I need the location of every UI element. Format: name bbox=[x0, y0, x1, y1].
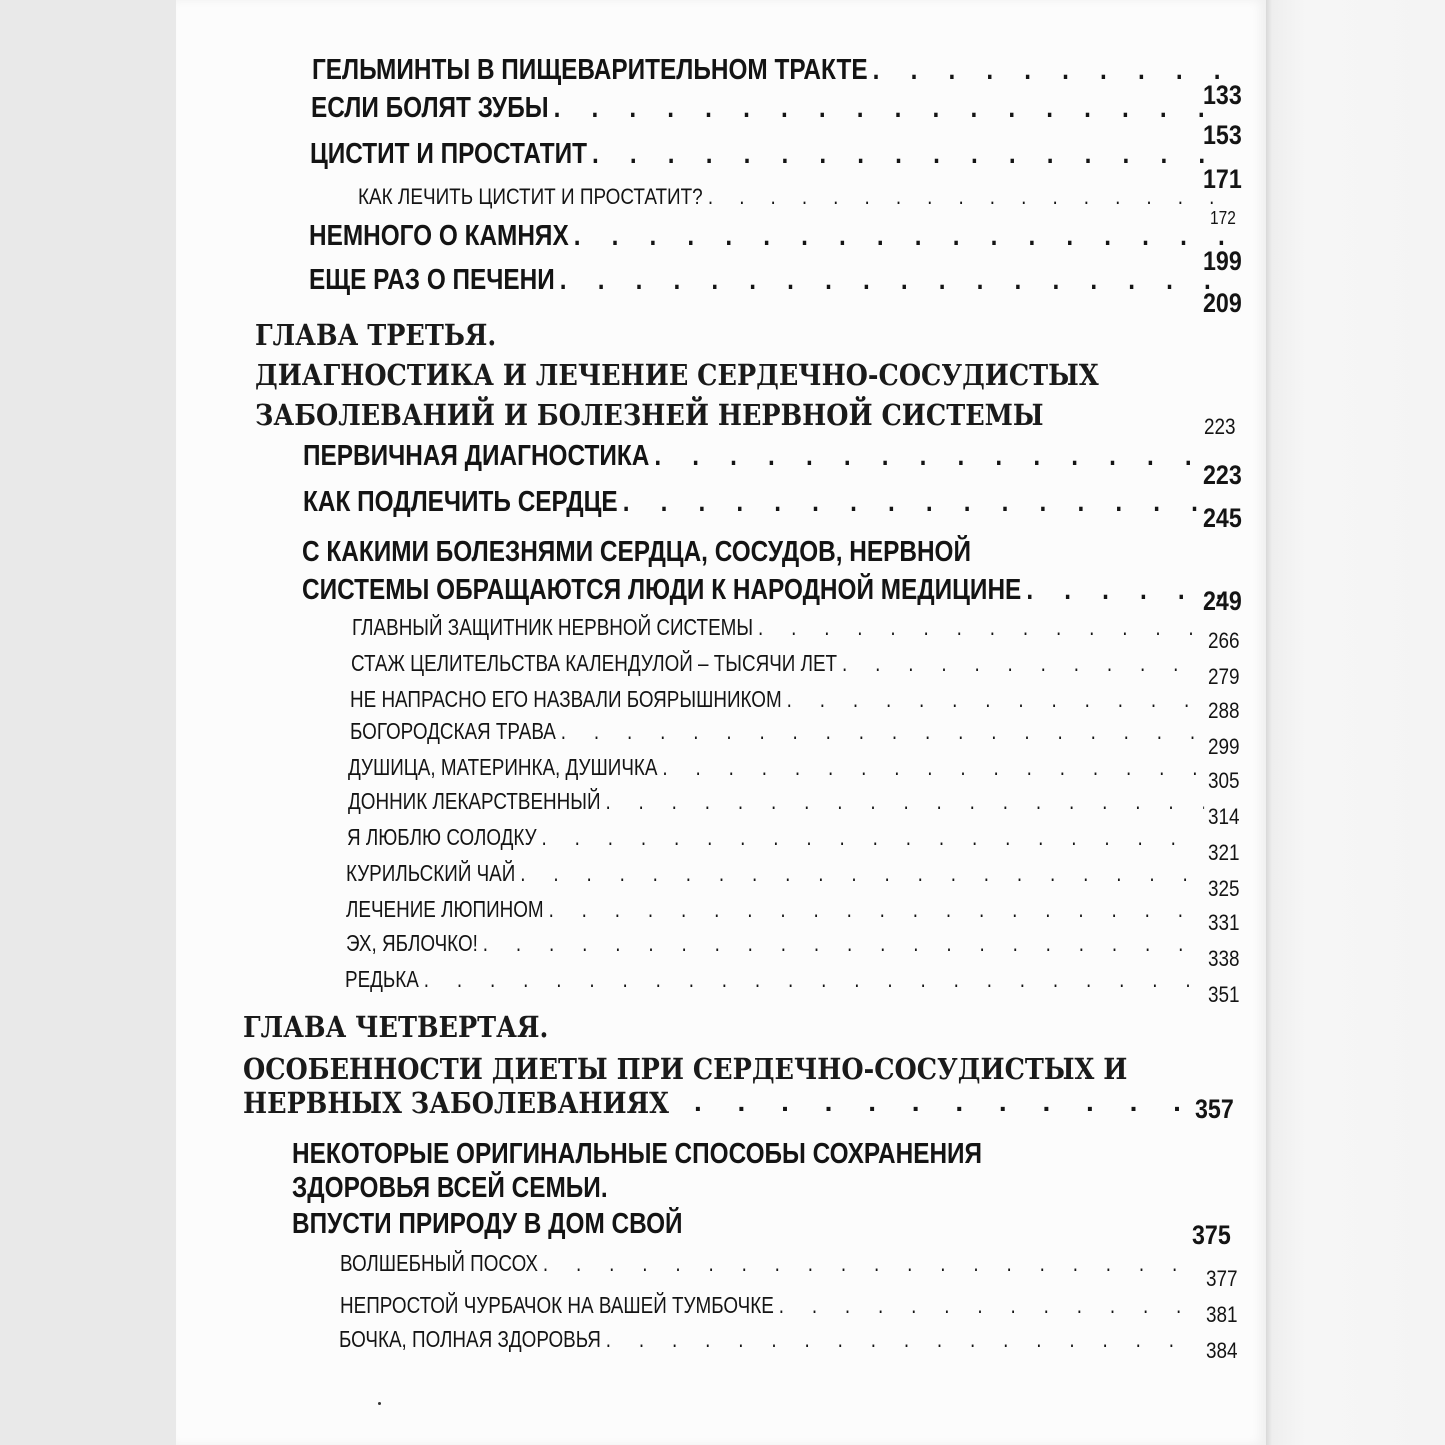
dot-leader bbox=[605, 788, 1204, 815]
toc-entry-title: ЗДОРОВЬЯ ВСЕЙ СЕМЬИ. bbox=[292, 1172, 608, 1204]
dot-leader bbox=[873, 54, 1231, 87]
toc-subentry-title: Я ЛЮБЛЮ СОЛОДКУ bbox=[347, 824, 537, 850]
toc-entry-page: 171 bbox=[1203, 164, 1242, 194]
toc-subentry-title: КАК ЛЕЧИТЬ ЦИСТИТ И ПРОСТАТИТ? bbox=[358, 184, 703, 209]
toc-subentry-page: 279 bbox=[1208, 664, 1240, 689]
toc-subentry-title: БОГОРОДСКАЯ ТРАВА bbox=[350, 718, 556, 744]
dot-leader bbox=[779, 1292, 1196, 1319]
dot-leader bbox=[592, 138, 1229, 171]
chapter-heading-line: ЗАБОЛЕВАНИЙ И БОЛЕЗНЕЙ НЕРВНОЙ СИСТЕМЫ bbox=[255, 398, 1044, 432]
toc-subentry-page: 266 bbox=[1208, 628, 1240, 653]
toc-subentry-title: НЕ НАПРАСНО ЕГО НАЗВАЛИ БОЯРЫШНИКОМ bbox=[350, 686, 782, 712]
chapter-heading-line: ОСОБЕННОСТИ ДИЕТЫ ПРИ СЕРДЕЧНО-СОСУДИСТЫХ И bbox=[243, 1052, 1128, 1086]
toc-entry-title: ПЕРВИЧНАЯ ДИАГНОСТИКА bbox=[303, 440, 650, 472]
toc-subentry-title: КУРИЛЬСКИЙ ЧАЙ bbox=[346, 860, 516, 886]
toc-entry-page: 209 bbox=[1203, 288, 1242, 318]
toc-entry bbox=[303, 440, 1227, 473]
toc-entry bbox=[309, 264, 1233, 297]
dot-leader bbox=[560, 264, 1228, 297]
dot-leader bbox=[787, 686, 1206, 713]
chapter-heading-line: ГЛАВА ЧЕТВЕРТАЯ. bbox=[243, 1010, 549, 1044]
toc-entry bbox=[309, 220, 1233, 253]
toc-subentry bbox=[340, 1250, 1201, 1277]
toc-entry-title: С КАКИМИ БОЛЕЗНЯМИ СЕРДЦА, СОСУДОВ, НЕРВНОЙ bbox=[302, 536, 972, 568]
toc-entry bbox=[312, 54, 1236, 87]
dot-leader bbox=[654, 440, 1222, 473]
toc-subentry-page: 305 bbox=[1208, 768, 1240, 793]
dot-leader bbox=[542, 824, 1204, 851]
chapter-heading-line: ГЛАВА ТРЕТЬЯ. bbox=[255, 318, 497, 352]
dot-leader bbox=[561, 718, 1206, 745]
toc-entry-title: СИСТЕМЫ ОБРАЩАЮТСЯ ЛЮДИ К НАРОДНОЙ МЕДИЦИНЕ bbox=[302, 574, 1022, 606]
dot-leader bbox=[758, 614, 1208, 641]
toc-entry-page: 199 bbox=[1203, 246, 1242, 276]
chapter-heading-line: НЕРВНЫХ ЗАБОЛЕВАНИЯХ bbox=[243, 1086, 669, 1120]
toc-subentry-page: 299 bbox=[1208, 734, 1240, 759]
toc-entry bbox=[310, 138, 1234, 171]
toc-subentry-page: 314 bbox=[1208, 804, 1240, 829]
toc-entry-title: ВПУСТИ ПРИРОДУ В ДОМ СВОЙ bbox=[292, 1208, 683, 1240]
toc-subentry bbox=[340, 1292, 1201, 1319]
dot-leader bbox=[708, 184, 1213, 210]
toc-subentry-page: 351 bbox=[1208, 982, 1240, 1007]
dot-leader bbox=[662, 754, 1204, 781]
toc-subentry-title: ГЛАВНЫЙ ЗАЩИТНИК НЕРВНОЙ СИСТЕМЫ bbox=[352, 614, 754, 640]
dot-leader bbox=[483, 930, 1202, 957]
toc-subentry bbox=[348, 788, 1209, 815]
toc-subentry bbox=[352, 614, 1213, 641]
toc-subentry-page: 338 bbox=[1208, 946, 1240, 971]
dot-leader bbox=[574, 220, 1228, 253]
toc-subentry bbox=[348, 754, 1209, 781]
toc-subentry-title: БОЧКА, ПОЛНАЯ ЗДОРОВЬЯ bbox=[339, 1326, 601, 1352]
toc-subentry-title: РЕДЬКА bbox=[345, 966, 419, 992]
toc-subentry-page: 172 bbox=[1210, 208, 1236, 228]
toc-subentry bbox=[346, 930, 1207, 957]
toc-subentry-page: 381 bbox=[1206, 1302, 1238, 1327]
chapter-page: 223 bbox=[1204, 414, 1236, 439]
toc-subentry bbox=[346, 896, 1207, 923]
dot-leader bbox=[554, 92, 1230, 125]
dot-leader bbox=[543, 1250, 1196, 1277]
toc-subentry-page: 331 bbox=[1208, 910, 1240, 935]
toc-subentry bbox=[339, 1326, 1200, 1353]
toc-entry bbox=[303, 486, 1227, 519]
toc-subentry bbox=[346, 860, 1207, 887]
chapter-heading-line: ДИАГНОСТИКА И ЛЕЧЕНИЕ СЕРДЕЧНО-СОСУДИСТЫХ bbox=[255, 358, 1099, 392]
dot-leader bbox=[549, 896, 1203, 923]
toc-subentry-title: ЛЕЧЕНИЕ ЛЮПИНОМ bbox=[346, 896, 544, 922]
chapter-page: 357 bbox=[1195, 1094, 1234, 1124]
toc-entry-title: ЕЩЕ РАЗ О ПЕЧЕНИ bbox=[309, 264, 555, 296]
toc-entry-line bbox=[292, 1208, 683, 1241]
toc-subentry bbox=[350, 718, 1211, 745]
toc-subentry-page: 384 bbox=[1206, 1338, 1238, 1363]
dot-leader bbox=[1026, 574, 1221, 607]
toc-entry-title: ЦИСТИТ И ПРОСТАТИТ bbox=[310, 138, 587, 170]
toc-subentry-title: СТАЖ ЦЕЛИТЕЛЬСТВА КАЛЕНДУЛОЙ – ТЫСЯЧИ ЛЕТ bbox=[351, 650, 838, 676]
dot-leader bbox=[623, 486, 1222, 519]
page-edge bbox=[1266, 0, 1445, 1445]
dot-leader bbox=[842, 650, 1207, 677]
toc-subentry bbox=[351, 650, 1212, 677]
toc-subentry-page: 321 bbox=[1208, 840, 1240, 865]
toc-entry-page: 245 bbox=[1203, 503, 1242, 533]
dot-leader bbox=[694, 1086, 1182, 1118]
dot-leader bbox=[424, 966, 1201, 993]
toc-entry-title: НЕКОТОРЫЕ ОРИГИНАЛЬНЫЕ СПОСОБЫ СОХРАНЕНИЯ bbox=[292, 1138, 983, 1170]
toc-entry-title: НЕМНОГО О КАМНЯХ bbox=[309, 220, 569, 252]
toc-entry-line bbox=[302, 536, 971, 569]
toc-subentry bbox=[350, 686, 1211, 713]
toc-entry-page: 249 bbox=[1203, 586, 1242, 616]
dot-leader bbox=[520, 860, 1202, 887]
toc-subentry-page: 377 bbox=[1206, 1266, 1238, 1291]
toc-subentry-title: НЕПРОСТОЙ ЧУРБАЧОК НА ВАШЕЙ ТУМБОЧКЕ bbox=[340, 1292, 774, 1318]
toc-subentry-title: ВОЛШЕБНЫЙ ПОСОХ bbox=[340, 1250, 538, 1276]
toc-subentry-title: ДУШИЦА, МАТЕРИНКА, ДУШИЧКА bbox=[348, 754, 658, 780]
toc-subentry-title: ЭХ, ЯБЛОЧКО! bbox=[346, 930, 478, 956]
toc-subentry-page: 325 bbox=[1208, 876, 1240, 901]
toc-subentry bbox=[345, 966, 1206, 993]
toc-entry-title: ГЕЛЬМИНТЫ В ПИЩЕВАРИТЕЛЬНОМ ТРАКТЕ bbox=[312, 54, 868, 86]
toc-subentry-title: ДОННИК ЛЕКАРСТВЕННЫЙ bbox=[348, 788, 601, 814]
toc-entry-page: 223 bbox=[1203, 460, 1242, 490]
toc-subentry-page: 288 bbox=[1208, 698, 1240, 723]
toc-entry-page: 375 bbox=[1192, 1220, 1231, 1250]
toc-subentry bbox=[358, 184, 1218, 210]
toc-entry-title: КАК ПОДЛЕЧИТЬ СЕРДЦЕ bbox=[303, 486, 618, 518]
dot-leader bbox=[606, 1326, 1195, 1353]
toc-entry bbox=[311, 92, 1235, 125]
toc-entry-page: 133 bbox=[1203, 80, 1242, 110]
toc-entry bbox=[302, 574, 1226, 607]
toc-entry-line bbox=[292, 1172, 608, 1205]
toc-entry-page: 153 bbox=[1203, 120, 1242, 150]
print-speck bbox=[378, 1402, 381, 1405]
toc-subentry bbox=[347, 824, 1208, 851]
toc-entry-line bbox=[292, 1138, 982, 1171]
toc-entry-title: ЕСЛИ БОЛЯТ ЗУБЫ bbox=[311, 92, 549, 124]
